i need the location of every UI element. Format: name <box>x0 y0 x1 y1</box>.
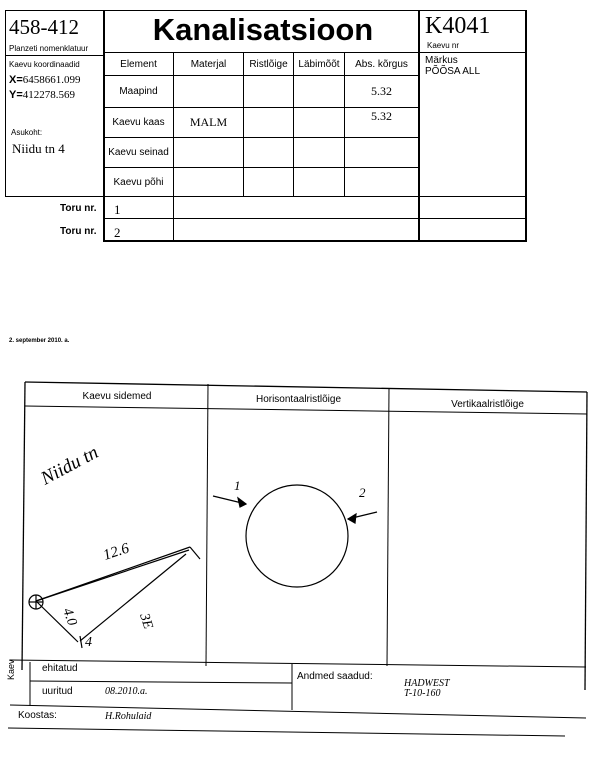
x-value: 6458661.099 <box>22 74 81 86</box>
date-label: 2. september 2010. a. <box>9 338 70 344</box>
cross-section-sketch <box>213 485 377 587</box>
location-label: Asukoht: <box>11 128 43 137</box>
dim-label: 4 <box>85 635 92 650</box>
connection-sketch <box>29 547 200 648</box>
section-header: Vertikaalristlõige <box>451 399 524 410</box>
pipe-label: Toru nr. <box>60 203 97 214</box>
nomenclature-label: Planzeti nomenklatuur <box>9 44 89 53</box>
remarks-value: PÕÕSA ALL <box>425 66 481 77</box>
y-value: 412278.569 <box>22 89 76 101</box>
row-element: Kaevu kaas <box>112 117 165 128</box>
sketch-svg <box>0 370 593 779</box>
row-element: Kaevu seinad <box>108 147 169 158</box>
header-abs-height: Abs. kõrgus <box>355 58 408 70</box>
compiled-label: Koostas: <box>18 710 57 721</box>
page-title: Kanalisatsioon <box>152 12 374 47</box>
pipe-value: 1 <box>114 202 121 217</box>
pipe-value: 2 <box>114 225 121 240</box>
data-label: Andmed saadud: <box>297 671 373 682</box>
header-cross-section: Ristlõige <box>249 58 288 70</box>
y-label: Y= <box>9 89 23 101</box>
pipe-marker: 1 <box>234 478 241 493</box>
row-material: MALM <box>189 115 228 129</box>
pipe-marker: 2 <box>359 485 366 500</box>
header-diameter: Läbimõõt <box>298 58 340 70</box>
remarks-label: Märkus <box>425 55 458 66</box>
compiled-value: H.Rohulaid <box>105 711 152 722</box>
built-label: ehitatud <box>42 663 78 674</box>
location-value: Niidu tn 4 <box>12 141 65 156</box>
nomenclature-value: 458-412 <box>9 15 79 39</box>
dim-label: 3E <box>136 611 156 632</box>
surveyed-label: uuritud <box>42 686 73 697</box>
pipe-label: Toru nr. <box>60 226 97 237</box>
y-coordinate <box>9 89 75 101</box>
header-element: Element <box>120 58 157 70</box>
row-abs-height: 5.32 <box>371 84 392 98</box>
dim-label: 12.6 <box>101 540 132 564</box>
street-label: Niidu tn <box>37 441 102 490</box>
surveyed-value: 08.2010.a. <box>105 686 148 697</box>
section-header: Horisontaalristlõige <box>255 394 342 405</box>
header-material: Materjal <box>190 58 227 70</box>
data-value: T-10-160 <box>404 688 441 699</box>
coords-label: Kaevu koordinaadid <box>9 60 80 69</box>
dim-label: 4.0 <box>59 606 80 628</box>
well-number-label: Kaevu nr <box>427 41 460 50</box>
row-element: Kaevu põhi <box>113 176 164 188</box>
x-label: X= <box>9 74 23 86</box>
side-label: Kaev <box>6 659 16 680</box>
row-abs-height: 5.32 <box>371 109 392 123</box>
data-value: HADWEST <box>404 678 450 689</box>
row-element: Maapind <box>119 86 158 97</box>
well-number: K4041 <box>425 13 491 39</box>
section-header: Kaevu sidemed <box>82 391 152 402</box>
x-coordinate <box>9 74 81 86</box>
